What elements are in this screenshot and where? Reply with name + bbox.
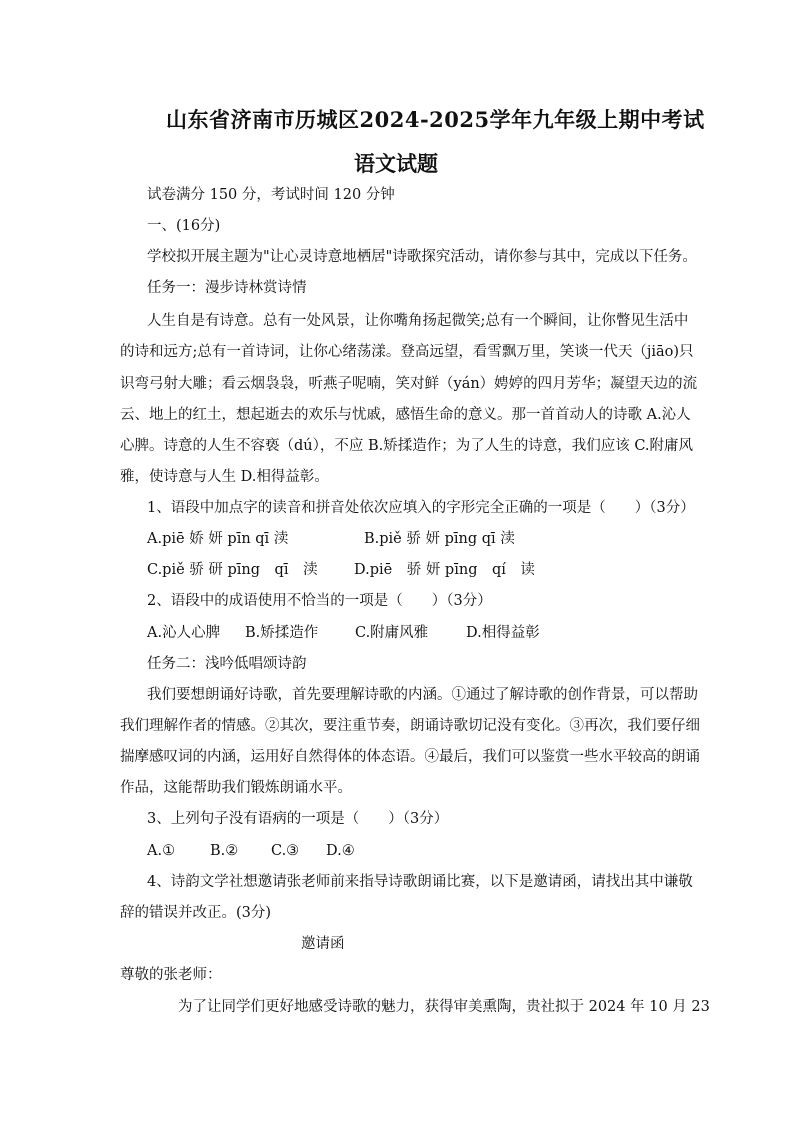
passage-line: 人生自是有诗意。总有一处风景，让你嘴角扬起微笑;总有一个瞬间，让你瞥见生活中 [147, 313, 689, 329]
question-4: 4、诗韵文学社想邀请张老师前来指导诗歌朗诵比赛，以下是邀请函，请找出其中谦敬 [147, 874, 693, 890]
q2-option-c: C.附庸风雅 [355, 625, 429, 641]
question-4-cont: 辞的错误并改正。(3分) [120, 905, 272, 921]
q2-option-d: D.相得益彰 [466, 625, 540, 641]
q2-option-a: A.沁人心脾 [147, 625, 221, 641]
passage-line: 揣摩感叹词的内涵，运用好自然得体的体态语。④最后，我们可以鉴赏一些水平较高的朗诵 [120, 749, 700, 765]
q3-option-c: C.③ [271, 843, 300, 859]
q1-option-c: C.piě 骄 研 pīng qī 渎 [147, 562, 318, 578]
letter-title: 邀请函 [301, 936, 345, 952]
q3-option-a: A.① [147, 843, 176, 859]
q1-option-a: A.piē 娇 妍 pīn qī 渎 [147, 531, 289, 547]
question-2: 2、语段中的成语使用不恰当的一项是（ ）（3分） [147, 593, 492, 609]
q3-option-b: B.② [210, 843, 239, 859]
passage-line: 心脾。诗意的人生不容亵（dú），不应 B.矫揉造作；为了人生的诗意，我们应该 C.附庸风 [120, 438, 694, 454]
passage-line: 识弯弓射大雕；看云烟袅袅，听燕子呢喃，笑对鲜（yán）娉婷的四月芳华；凝望天边的流 [120, 376, 698, 392]
passage-line: 作品，这能帮助我们锻炼朗诵水平。 [120, 780, 352, 796]
exam-info: 试卷满分 150 分，考试时间 120 分钟 [147, 187, 395, 203]
passage-line: 我们理解作者的情感。②其次，要注重节奏，朗诵诗歌切记没有变化。③再次，我们要仔细 [120, 718, 700, 734]
passage-line: 我们要想朗诵好诗歌，首先要理解诗歌的内涵。①通过了解诗歌的创作背景，可以帮助 [147, 687, 698, 703]
q1-option-b: B.piě 骄 妍 pīng qī 渎 [364, 531, 515, 547]
question-3: 3、上列句子没有语病的一项是（ ）（3分） [147, 811, 449, 827]
section-heading: 一、(16分) [147, 218, 221, 234]
page-subtitle: 语文试题 [354, 151, 438, 176]
task2-heading: 任务二：浅吟低唱颂诗韵 [147, 656, 307, 672]
passage-line: 的诗和远方;总有一首诗词，让你心绪荡漾。登高远望，看雪飘万里，笑谈一代天（jiāo)只 [120, 344, 694, 360]
letter-body: 为了让同学们更好地感受诗歌的魅力，获得审美熏陶，贵社拟于 2024 年 10 月 23 [178, 999, 710, 1015]
letter-salutation: 尊敬的张老师： [120, 967, 222, 983]
q3-option-d: D.④ [326, 843, 355, 859]
q1-option-d: D.piē 骄 妍 pīng qí 读 [354, 562, 535, 578]
page-title: 山东省济南市历城区2024-2025学年九年级上期中考试 [166, 107, 705, 132]
task1-heading: 任务一：漫步诗林赏诗情 [147, 280, 307, 296]
question-1: 1、语段中加点字的读音和拼音处依次应填入的字形完全正确的一项是（ ）（3分） [147, 500, 695, 516]
intro-text: 学校拟开展主题为"让心灵诗意地栖居"诗歌探究活动，请你参与其中，完成以下任务。 [147, 249, 697, 265]
passage-line: 雅，使诗意与人生 D.相得益彰。 [120, 469, 329, 485]
q2-option-b: B.矫揉造作 [245, 625, 319, 641]
passage-line: 云、地上的红土，想起逝去的欢乐与忧戚，感悟生命的意义。那一首首动人的诗歌 A.沁人 [120, 407, 691, 423]
